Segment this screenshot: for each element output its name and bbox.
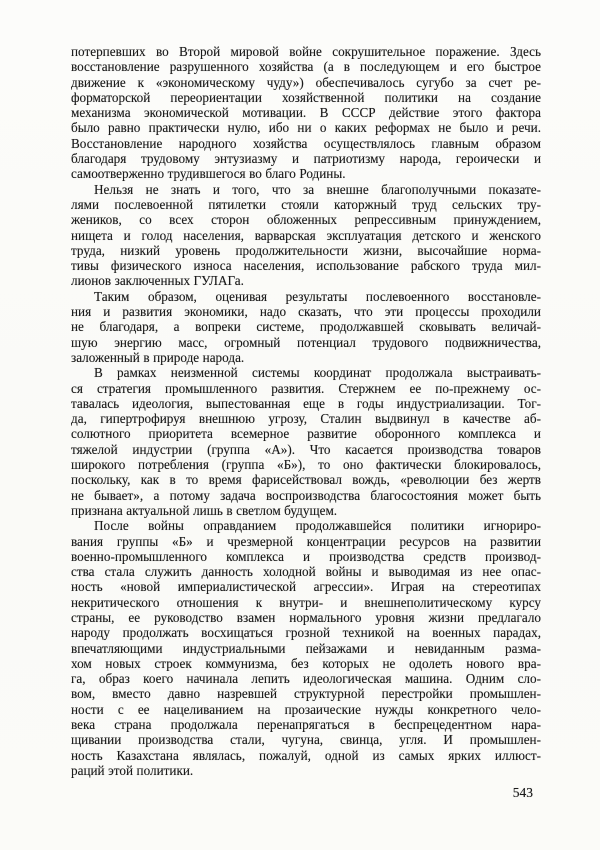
- text-line: лионов заключенных ГУЛАГа.: [71, 273, 244, 289]
- text-line: признана актуальной лишь в светлом будущем.: [71, 502, 338, 518]
- text-line: шую энергию масс, огромный потенциал трудового подвижничества,: [71, 334, 541, 350]
- text-line: самоотверженно трудившегося во благо Родины.: [71, 166, 346, 182]
- text-line: военно-промышленного комплекса и производства средств производ-: [71, 548, 541, 564]
- text-line: Восстановление народного хозяйства осуществлялось главным образом: [71, 135, 541, 151]
- text-line: труда, низкий уровень продолжительности жизни, высочайшие норма-: [71, 242, 541, 258]
- text-line: тавалась идеология, выпестованная еще в годы индустриализации. Тог-: [71, 395, 541, 411]
- paragraph: [71, 518, 541, 778]
- text-line: После войны оправданием продолжавшейся политики игнориро-: [94, 518, 541, 534]
- paragraph: [71, 289, 541, 365]
- paragraph: [71, 182, 541, 289]
- text-line: некритического отношения к внутри- и внешнеполитическому курсу: [71, 594, 541, 610]
- text-line: не бывает», а потому задача воспроизводства благосостояния может быть: [71, 487, 541, 503]
- paragraph: [71, 365, 541, 518]
- text-line: вом, вместо давно назревшей структурной перестройки промышлен-: [71, 686, 541, 702]
- text-line: страны, ее руководство взамен нормального уровня жизни предлагало: [71, 609, 541, 625]
- text-line: лями послевоенной пятилетки стояли каторжный труд сельских тру-: [71, 196, 541, 212]
- text-line: благодаря трудовому энтузиазму и патриотизму народа, героически и: [71, 151, 541, 167]
- page-number: 543: [512, 785, 533, 800]
- text-line: Нельзя не знать и того, что за внешне благополучными показате-: [94, 181, 541, 197]
- body-text: [71, 44, 541, 778]
- text-line: щивании производства стали, чугуна, свинца, угля. И промышлен-: [71, 732, 541, 748]
- text-line: тяжелой индустрии (группа «А»). Что касается производства товаров: [71, 441, 541, 457]
- paragraph: [71, 44, 541, 182]
- text-line: ства стала служить данность холодной войны и выводимая из нее опас-: [71, 564, 541, 580]
- text-line: поскольку, как в то время фарисействовал вождь, «революции без жертв: [71, 472, 541, 488]
- text-line: движение к «экономическому чуду») обеспечивалось сугубо за счет ре-: [71, 74, 541, 90]
- text-line: широкого потребления (группа «Б»), то оно фактически блокировалось,: [71, 457, 541, 473]
- text-line: форматорской переориентации хозяйственной политики на создание: [71, 89, 541, 105]
- text-line: ся стратегия промышленного развития. Стержнем ее по-прежнему ос-: [71, 380, 541, 396]
- text-line: ния и развития экономики, надо сказать, что эти процессы проходили: [71, 304, 541, 320]
- text-line: народу продолжать восхищаться грозной техникой на военных парадах,: [71, 625, 541, 641]
- text-line: тивы физического износа населения, использование рабского труда мил-: [71, 258, 541, 274]
- text-line: ность «новой империалистической агрессии». Играя на стереотипах: [71, 579, 541, 595]
- text-line: хом новых строек коммунизма, без которых не одолеть нового вра-: [71, 655, 541, 671]
- text-line: жеников, со всех сторон обложенных репрессивным принуждением,: [71, 212, 541, 228]
- text-line: механизма экономической мотивации. В СССР действие этого фактора: [71, 105, 541, 121]
- text-line: солютного приоритета всемерное развитие оборонного комплекса и: [71, 426, 541, 442]
- text-line: восстановление разрушенного хозяйства (а в последующем и его быстрое: [71, 59, 541, 75]
- text-line: га, образ коего начинала лепить идеологическая машина. Одним сло-: [71, 671, 541, 687]
- text-line: заложенный в природе народа.: [71, 349, 245, 365]
- text-line: века страна продолжала перенапрягаться в беспрецедентном нара-: [71, 717, 541, 733]
- text-line: раций этой политики.: [71, 762, 194, 778]
- text-line: ности с ее нацеливанием на прозаические нужды конкретного чело-: [71, 701, 541, 717]
- text-line: не благодаря, а вопреки системе, продолжавшей сковывать величай-: [71, 319, 541, 335]
- text-line: нищета и голод населения, варварская эксплуатация детского и женского: [71, 227, 541, 243]
- text-line: ность Казахстана являлась, пожалуй, одной из самых ярких иллюст-: [71, 747, 541, 763]
- text-line: Таким образом, оценивая результаты послевоенного восстановле-: [94, 288, 541, 304]
- text-line: В рамках неизменной системы координат продолжала выстраивать-: [94, 365, 541, 381]
- text-line: да, гипертрофируя внешнюю угрозу, Сталин выдвинул в качестве аб-: [71, 411, 541, 427]
- text-line: было равно практически нулю, ибо ни о каких реформах не было и речи.: [71, 120, 541, 136]
- text-line: впечатляющими индустриальными пейзажами и невиданным разма-: [71, 640, 541, 656]
- text-line: вания группы «Б» и чрезмерной концентрации ресурсов на развитии: [71, 533, 541, 549]
- text-line: потерпевших во Второй мировой войне сокрушительное поражение. Здесь: [71, 44, 541, 59]
